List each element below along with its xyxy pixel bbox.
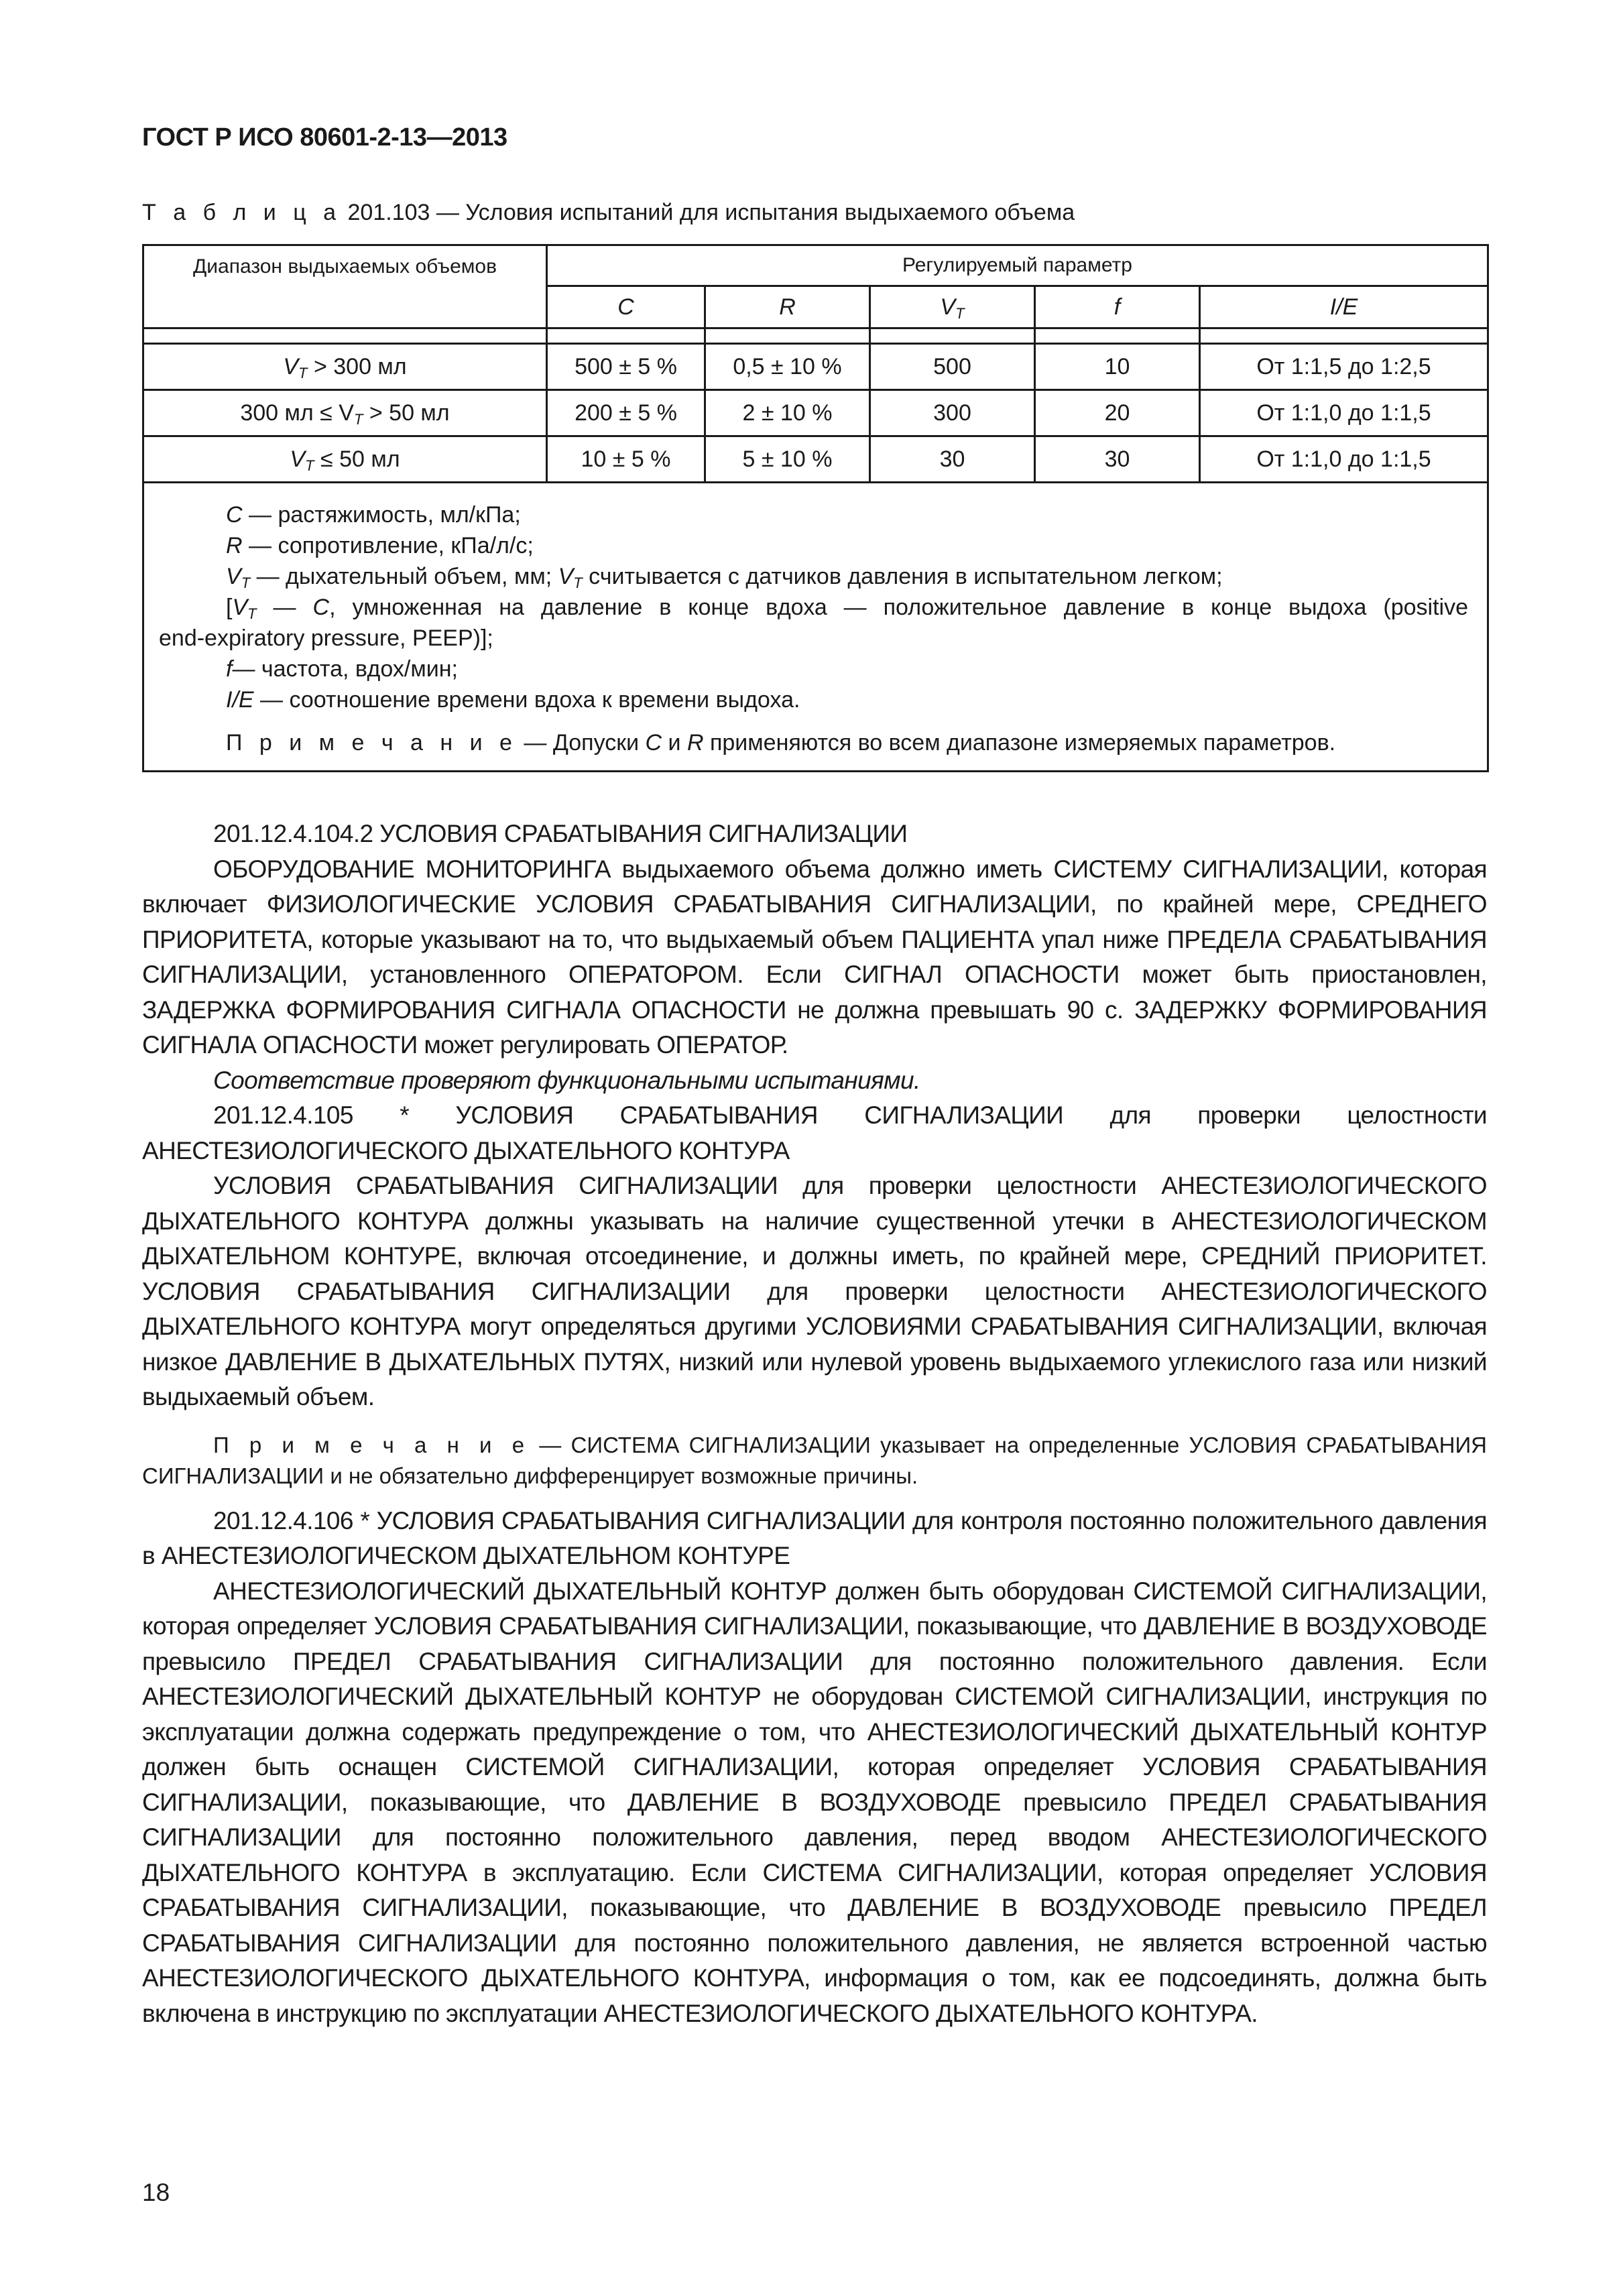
cell-range-value: ≤ 50 мл: [314, 446, 400, 472]
cell-range-value: > 300 мл: [307, 353, 407, 379]
cell-range-prefix: 300 мл ≤ V: [240, 400, 354, 426]
cell-range: [143, 436, 547, 483]
cell-c: 500 ± 5 %: [547, 344, 705, 390]
cell-range-value: > 50 мл: [363, 400, 450, 426]
standard-header: ГОСТ Р ИСО 80601-2-13—2013: [142, 123, 507, 152]
legend-vt: $V_T$ — дыхательный объем, мм; $V_T$ считывается с датчиков давления в испытательном легком;: [226, 564, 1223, 591]
col-header-vt-sub: T: [955, 304, 965, 322]
paragraph: АНЕСТЕЗИОЛОГИЧЕСКИЙ ДЫХАТЕЛЬНЫЙ КОНТУР должен быть оборудован СИСТЕМОЙ СИГНАЛИЗАЦИИ, которая определяет УСЛОВИЯ СРАБАТЫВАНИЯ СИГНАЛИЗАЦИИ, показывающие, что ДАВЛЕНИЕ В ВОЗДУХОВОДЕ превысило ПРЕДЕЛ СРАБАТЫВАНИЯ СИГНАЛИЗАЦИИ для постоянно положительного давления. Если АНЕСТЕЗИОЛОГИЧЕСКИЙ ДЫХАТЕЛЬНЫЙ КОНТУР не оборудован СИСТЕМОЙ СИГНАЛИЗАЦИИ, инструкция по эксплуатации должна содержать предупреждение о том, что АНЕСТЕЗИОЛОГИЧЕСКИЙ ДЫХАТЕЛЬНЫЙ КОНТУР должен быть оснащен СИСТЕМОЙ СИГНАЛИЗАЦИИ, которая определяет УСЛОВИЯ СРАБАТЫВАНИЯ СИГНАЛИЗАЦИИ, показывающие, что ДАВЛЕНИЕ В ВОЗДУХОВОДЕ превысило ПРЕДЕЛ СРАБАТЫВАНИЯ СИГНАЛИЗАЦИИ для постоянно положительного давления, перед вводом АНЕСТЕЗИОЛОГИЧЕСКОГО ДЫХАТЕЛЬНОГО КОНТУРА в эксплуатацию. Если СИСТЕМА СИГНАЛИЗАЦИИ, которая определяет УСЛОВИЯ СРАБАТЫВАНИЯ СИГНАЛИЗАЦИИ, показывающие, что ДАВЛЕНИЕ В ВОЗДУХОВОДЕ превысило ПРЕДЕЛ СРАБАТЫВАНИЯ СИГНАЛИЗАЦИИ для постоянно положительного давления, не является встроенной частью АНЕСТЕЗИОЛОГИЧЕСКОГО ДЫХАТЕЛЬНОГО КОНТУРА, информация о том, как ее подсоединять, должна быть включена в инструкцию по эксплуатации АНЕСТЕЗИОЛОГИЧЕСКОГО ДЫХАТЕЛЬНОГО КОНТУРА.: [142, 1577, 1487, 2027]
cell-range-sub: T: [298, 364, 308, 381]
param-group-header: Регулируемый параметр: [547, 245, 1488, 286]
table-caption-prefix: Т а б л и ц а: [142, 200, 342, 225]
col-header-vt-symbol: V: [940, 294, 956, 320]
legend-f: f— частота, вдох/мин;: [226, 656, 458, 682]
clause-heading-104-2: 201.12.4.104.2 УСЛОВИЯ СРАБАТЫВАНИЯ СИГНАЛИЗАЦИИ: [213, 820, 908, 847]
col-header-r: R: [705, 286, 870, 328]
table-note: П р и м е ч а н и е — Допуски C и R применяются во всем диапазоне измеряемых параметров.: [226, 730, 1336, 756]
legend-ie: I/E — соотношение времени вдоха к времени выдоха.: [226, 687, 800, 713]
cell-c: 10 ± 5 %: [547, 436, 705, 483]
clause-heading-105: 201.12.4.105 * УСЛОВИЯ СРАБАТЫВАНИЯ СИГНАЛИЗАЦИИ для проверки целостности АНЕСТЕЗИОЛОГИЧЕСКОГО ДЫХАТЕЛЬНОГО КОНТУРА: [142, 1101, 1487, 1164]
range-column-header: Диапазон выдыхаемых объемов: [143, 245, 547, 328]
table-legend: [143, 483, 1488, 772]
cell-r: 0,5 ± 10 %: [705, 344, 870, 390]
col-header-c: C: [547, 286, 705, 328]
cell-f: 20: [1035, 390, 1200, 436]
cell-r: 5 ± 10 %: [705, 436, 870, 483]
table-row: [143, 436, 1488, 483]
cell-vt: 30: [870, 436, 1035, 483]
clause-heading-106: 201.12.4.106 * УСЛОВИЯ СРАБАТЫВАНИЯ СИГНАЛИЗАЦИИ для контроля постоянно положительного давления в АНЕСТЕЗИОЛОГИЧЕСКОМ ДЫХАТЕЛЬНОМ КОНТУРЕ: [142, 1506, 1487, 1569]
cell-vt: 300: [870, 390, 1035, 436]
cell-range-sub: T: [305, 457, 314, 474]
cell-range-sub: T: [353, 410, 363, 428]
col-header-ie: I/E: [1200, 286, 1488, 328]
col-header-f: f: [1035, 286, 1200, 328]
legend-peep-cont: end-expiratory pressure, PEEP)];: [159, 625, 493, 651]
cell-range-symbol: V: [283, 353, 299, 379]
cell-vt: 500: [870, 344, 1035, 390]
table-caption: [142, 200, 1075, 226]
note: П р и м е ч а н и е — СИСТЕМА СИГНАЛИЗАЦИИ указывает на определенные УСЛОВИЯ СРАБАТЫВАНИЯ СИГНАЛИЗАЦИИ и не обязательно дифференцирует возможные причины.: [142, 1432, 1488, 1488]
paragraph: УСЛОВИЯ СРАБАТЫВАНИЯ СИГНАЛИЗАЦИИ для проверки целостности АНЕСТЕЗИОЛОГИЧЕСКОГО ДЫХАТЕЛЬНОГО КОНТУРА должны указывать на наличие существенной утечки в АНЕСТЕЗИОЛОГИЧЕСКОМ ДЫХАТЕЛЬНОМ КОНТУРЕ, включая отсоединение, и должны иметь, по крайней мере, СРЕДНИЙ ПРИОРИТЕТ. УСЛОВИЯ СРАБАТЫВАНИЯ СИГНАЛИЗАЦИИ для проверки целостности АНЕСТЕЗИОЛОГИЧЕСКОГО ДЫХАТЕЛЬНОГО КОНТУРА могут определяться другими УСЛОВИЯМИ СРАБАТЫВАНИЯ СИГНАЛИЗАЦИИ, включая низкое ДАВЛЕНИЕ В ДЫХАТЕЛЬНЫХ ПУТЯХ, низкий или нулевой уровень выдыхаемого углекислого газа или низкий выдыхаемый объем.: [142, 1172, 1487, 1410]
col-header-vt: [870, 286, 1035, 328]
compliance-statement: Соответствие проверяют функциональными испытаниями.: [213, 1066, 920, 1094]
table-row: [143, 344, 1488, 390]
cell-ie: От 1:1,5 до 1:2,5: [1200, 344, 1488, 390]
cell-ie: От 1:1,0 до 1:1,5: [1200, 390, 1488, 436]
cell-f: 30: [1035, 436, 1200, 483]
body-text: [142, 817, 1487, 2031]
page-number: 18: [142, 2179, 170, 2206]
paragraph: ОБОРУДОВАНИЕ МОНИТОРИНГА выдыхаемого объема должно иметь СИСТЕМУ СИГНАЛИЗАЦИИ, которая включает ФИЗИОЛОГИЧЕСКИЕ УСЛОВИЯ СРАБАТЫВАНИЯ СИГНАЛИЗАЦИИ, по крайней мере, СРЕДНЕГО ПРИОРИТЕТА, которые указывают на то, что выдыхаемый объем ПАЦИЕНТА упал ниже ПРЕДЕЛА СРАБАТЫВАНИЯ СИГНАЛИЗАЦИИ, установленного ОПЕРАТОРОМ. Если СИГНАЛ ОПАСНОСТИ может быть приостановлен, ЗАДЕРЖКА ФОРМИРОВАНИЯ СИГНАЛА ОПАСНОСТИ не должна превышать 90 с. ЗАДЕРЖКУ ФОРМИРОВАНИЯ СИГНАЛА ОПАСНОСТИ может регулировать ОПЕРАТОР.: [142, 855, 1487, 1059]
table-row: [143, 390, 1488, 436]
test-conditions-table: [142, 244, 1489, 772]
cell-f: 10: [1035, 344, 1200, 390]
legend-peep: [$V_T$ — C, умноженная на давление в конце вдоха — положительное давление в конце выдоха (positive: [226, 595, 1468, 622]
legend-c: C — растяжимость, мл/кПа;: [226, 502, 521, 528]
cell-range: [143, 390, 547, 436]
table-caption-text: 201.103 — Условия испытаний для испытания выдыхаемого объема: [341, 200, 1075, 225]
cell-ie: От 1:1,0 до 1:1,5: [1200, 436, 1488, 483]
legend-r: R — сопротивление, кПа/л/с;: [226, 533, 534, 558]
cell-range-symbol: V: [290, 446, 306, 472]
cell-range: [143, 344, 547, 390]
cell-c: 200 ± 5 %: [547, 390, 705, 436]
cell-r: 2 ± 10 %: [705, 390, 870, 436]
